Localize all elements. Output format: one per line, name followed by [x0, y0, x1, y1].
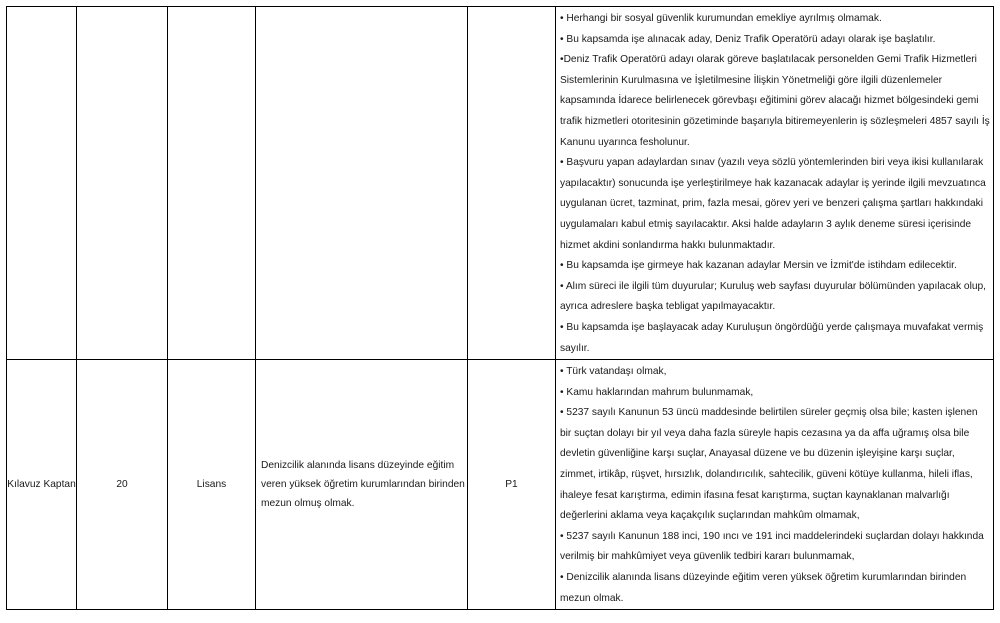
requirement-item: • Kamu haklarından mahrum bulunmamak,	[560, 386, 754, 398]
requirement-item: • Denizcilik alanında lisans düzeyinde eğitim veren yüksek öğretim kurumlarından birinden mezun olmak.	[560, 572, 967, 604]
position-cell	[7, 7, 77, 360]
education-cell	[168, 7, 256, 360]
requirement-item: • Herhangi bir sosyal güvenlik kurumundan emekliye ayrılmış olmamak.	[560, 13, 882, 24]
count-cell: 20	[77, 360, 168, 610]
requirement-item: • Türk vatandaşı olmak,	[560, 366, 667, 378]
education-cell: Lisans	[168, 360, 256, 610]
requirement-item: • Alım süreci ile ilgili tüm duyurular; Kuruluş web sayfası duyurular bölümünden yapılacak olup, ayrıca adreslere başka tebligat yapılmayacaktır.	[560, 280, 986, 313]
table-row	[7, 7, 994, 360]
requirement-item: • 5237 sayılı Kanunun 53 üncü maddesinde belirtilen süreler geçmiş olsa bile; kasten işlenen bir suçtan dolayı bir yıl veya daha fazla süreyle hapis cezasına ya da affa uğramış olsa bile devletin güvenliğine karşı suçlar, Anayasal düzene ve bu düzenin işleyişine karşı suçlar, zimmet, irtikâp, rüşvet, hırsızlık, dolandırıcılık, sahtecilik, güveni kötüye kullanma, hileli iflas, ihaleye fesat karıştırma, edimin ifasına fesat karıştırma, suçtan kaynaklanan malvarlığı değerlerini aklama veya kaçakçılık suçlarından mahkûm olmamak,	[560, 407, 978, 522]
requirement-item: • Bu kapsamda işe girmeye hak kazanan adaylar Mersin ve İzmit'de istihdam edilecektir.	[560, 260, 957, 272]
requirements-table	[6, 6, 994, 610]
requirement-item: • 5237 sayılı Kanunun 188 inci, 190 ıncı ve 191 inci maddelerindeki suçlardan dolayı hakkında verilmiş bir mahkûmiyet veya güvenlik tedbiri kararı bulunmamak,	[560, 530, 984, 563]
count-cell	[77, 7, 168, 360]
position-cell: Kılavuz Kaptan	[7, 360, 77, 610]
table-row	[7, 360, 994, 610]
requirement-item: • Bu kapsamda işe alınacak aday, Deniz Trafik Operatörü adayı olarak işe başlatılır.	[560, 33, 936, 45]
requirements-cell	[556, 7, 994, 360]
code-cell: P1	[468, 360, 556, 610]
requirement-item: • Bu kapsamda işe başlayacak aday Kuruluşun öngördüğü yerde çalışmaya muvafakat vermiş sayılır.	[560, 321, 984, 354]
requirements-cell	[556, 360, 994, 610]
qualification-cell	[256, 7, 468, 360]
requirement-item: • Başvuru yapan adaylardan sınav (yazılı veya sözlü yöntemlerinden biri veya ikisi kullanılarak yapılacaktır) sonucunda işe yerleştirilmeye hak kazanacak adaylar iş yerinde ilgili mevzuatınca uygulanan ücret, tazminat, prim, fazla mesai, görev yeri ve benzeri çalışma şartları hakkındaki uygulamaları kabul etmiş sayılacaktır. Aksi halde adayların 3 aylık deneme süresi içerisinde hizmet akdini sonlandırma hakkı bulunmaktadır.	[560, 157, 986, 251]
code-cell	[468, 7, 556, 360]
requirement-item: •Deniz Trafik Operatörü adayı olarak göreve başlatılacak personelden Gemi Trafik Hizmetleri Sistemlerinin Kurulmasına ve İşletilmesine İlişkin Yönetmeliği göre ilgili düzenlemeler kapsamında İdarece belirlenecek görevbaşı eğitimini görev alacağı hizmet bölgesindeki gemi trafik hizmetleri otoritesinin gözetiminde başarıyla bitiremeyenlerin iş sözleşmeleri 4857 sayılı İş Kanunu uyarınca fesholunur.	[560, 54, 990, 148]
qualification-cell: Denizcilik alanında lisans düzeyinde eğitim veren yüksek öğretim kurumlarından birinden mezun olmuş olmak.	[256, 360, 468, 610]
